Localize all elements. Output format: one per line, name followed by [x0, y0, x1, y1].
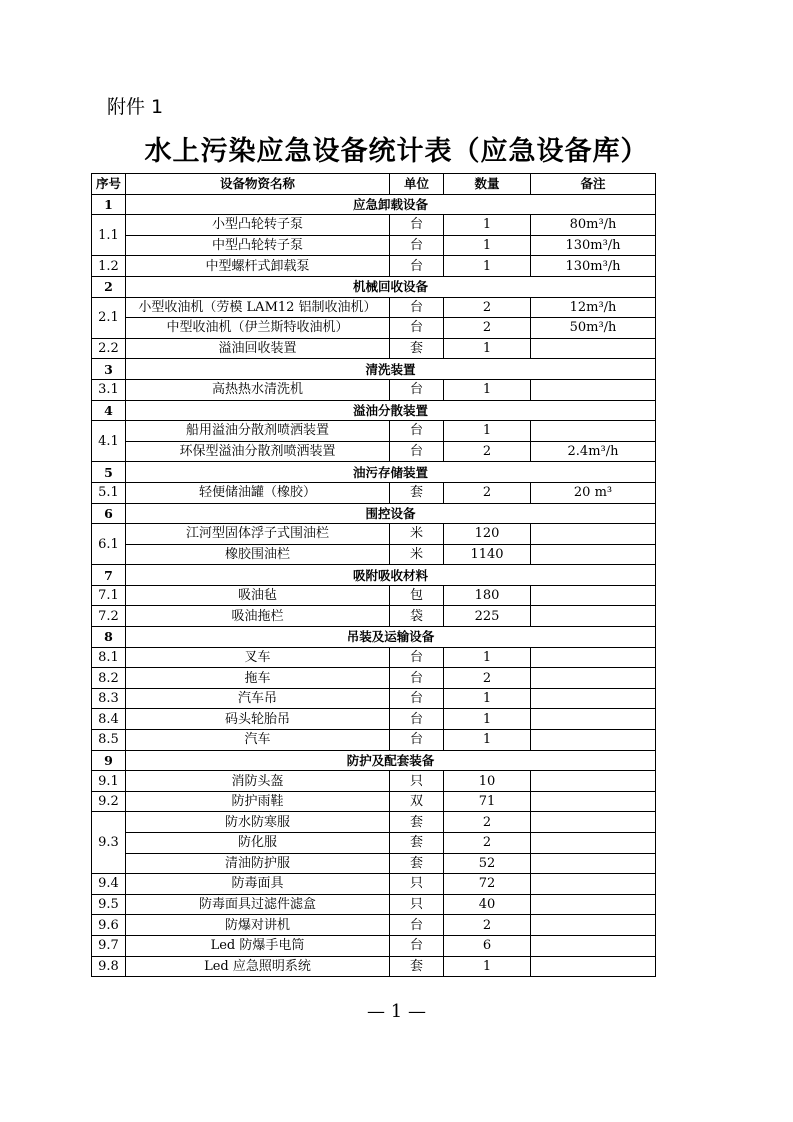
- item-unit: 只: [390, 874, 444, 895]
- table-row: [92, 956, 656, 977]
- item-unit: 双: [390, 791, 444, 812]
- category-title: 围控设备: [126, 503, 656, 524]
- item-quantity: 72: [444, 874, 531, 895]
- item-note: [531, 956, 656, 977]
- item-name: Led 应急照明系统: [126, 956, 390, 977]
- table-row: [92, 647, 656, 668]
- table-row: [92, 606, 656, 627]
- table-row: [92, 812, 656, 833]
- item-unit: 只: [390, 894, 444, 915]
- item-number: 8.5: [92, 730, 126, 751]
- header-name: 设备物资名称: [126, 174, 390, 195]
- item-name: 码头轮胎吊: [126, 709, 390, 730]
- item-number: 8.1: [92, 647, 126, 668]
- table-row: [92, 771, 656, 792]
- item-number: 7.1: [92, 585, 126, 606]
- item-note: [531, 379, 656, 400]
- item-note: 20 m³: [531, 482, 656, 503]
- item-name: 中型凸轮转子泵: [126, 235, 390, 256]
- item-name: 叉车: [126, 647, 390, 668]
- item-name: 拖车: [126, 668, 390, 689]
- item-note: [531, 421, 656, 442]
- item-unit: 台: [390, 297, 444, 318]
- table-row: [92, 894, 656, 915]
- table-row: [92, 338, 656, 359]
- item-note: 130m³/h: [531, 235, 656, 256]
- category-number: 8: [92, 627, 126, 648]
- item-quantity: 1: [444, 215, 531, 236]
- item-note: [531, 668, 656, 689]
- item-number: 7.2: [92, 606, 126, 627]
- item-note: [531, 544, 656, 565]
- category-row: [92, 627, 656, 648]
- item-note: [531, 524, 656, 545]
- item-quantity: 180: [444, 585, 531, 606]
- item-note: [531, 915, 656, 936]
- item-quantity: 1: [444, 235, 531, 256]
- category-number: 2: [92, 276, 126, 297]
- item-name: 吸油拖栏: [126, 606, 390, 627]
- category-title: 应急卸载设备: [126, 194, 656, 215]
- category-row: [92, 462, 656, 483]
- item-quantity: 1140: [444, 544, 531, 565]
- item-name: 防毒面具: [126, 874, 390, 895]
- item-quantity: 1: [444, 709, 531, 730]
- equipment-table: [91, 173, 656, 977]
- header-qty: 数量: [444, 174, 531, 195]
- item-quantity: 1: [444, 647, 531, 668]
- item-unit: 台: [390, 235, 444, 256]
- category-number: 1: [92, 194, 126, 215]
- table-row: [92, 256, 656, 277]
- item-unit: 套: [390, 812, 444, 833]
- item-number: 9.5: [92, 894, 126, 915]
- item-name: Led 防爆手电筒: [126, 935, 390, 956]
- item-note: 130m³/h: [531, 256, 656, 277]
- category-title: 吸附吸收材料: [126, 565, 656, 586]
- category-row: [92, 400, 656, 421]
- item-quantity: 1: [444, 379, 531, 400]
- table-row: [92, 853, 656, 874]
- item-unit: 台: [390, 379, 444, 400]
- table-row: [92, 874, 656, 895]
- item-name: 橡胶围油栏: [126, 544, 390, 565]
- category-number: 5: [92, 462, 126, 483]
- item-name: 小型收油机（劳模 LAM12 铝制收油机）: [126, 297, 390, 318]
- category-title: 油污存储装置: [126, 462, 656, 483]
- item-quantity: 6: [444, 935, 531, 956]
- item-number: 9.8: [92, 956, 126, 977]
- item-name: 防护雨鞋: [126, 791, 390, 812]
- item-name: 中型收油机（伊兰斯特收油机）: [126, 318, 390, 339]
- item-unit: 台: [390, 256, 444, 277]
- item-number: 1.2: [92, 256, 126, 277]
- item-unit: 套: [390, 833, 444, 854]
- table-row: [92, 730, 656, 751]
- table-row: [92, 297, 656, 318]
- category-number: 6: [92, 503, 126, 524]
- item-name: 汽车: [126, 730, 390, 751]
- item-number: 8.4: [92, 709, 126, 730]
- item-note: [531, 812, 656, 833]
- item-quantity: 71: [444, 791, 531, 812]
- category-number: 4: [92, 400, 126, 421]
- category-number: 7: [92, 565, 126, 586]
- category-number: 9: [92, 750, 126, 771]
- item-note: [531, 709, 656, 730]
- item-note: 50m³/h: [531, 318, 656, 339]
- item-name: 汽车吊: [126, 688, 390, 709]
- item-number: 9.2: [92, 791, 126, 812]
- item-note: [531, 585, 656, 606]
- category-row: [92, 565, 656, 586]
- item-unit: 包: [390, 585, 444, 606]
- item-name: 小型凸轮转子泵: [126, 215, 390, 236]
- table-row: [92, 688, 656, 709]
- item-note: [531, 606, 656, 627]
- item-unit: 套: [390, 338, 444, 359]
- category-row: [92, 194, 656, 215]
- item-note: [531, 791, 656, 812]
- item-name: 防爆对讲机: [126, 915, 390, 936]
- item-name: 溢油回收装置: [126, 338, 390, 359]
- table-row: [92, 379, 656, 400]
- item-number: 9.3: [92, 812, 126, 874]
- page-title: 水上污染应急设备统计表（应急设备库）: [144, 136, 649, 167]
- item-unit: 套: [390, 482, 444, 503]
- item-number: 1.1: [92, 215, 126, 256]
- table-body: [92, 194, 656, 977]
- item-note: [531, 935, 656, 956]
- category-title: 吊装及运输设备: [126, 627, 656, 648]
- item-unit: 只: [390, 771, 444, 792]
- item-number: 5.1: [92, 482, 126, 503]
- page-number: — 1 —: [367, 1001, 426, 1022]
- item-number: 6.1: [92, 524, 126, 565]
- item-unit: 台: [390, 215, 444, 236]
- item-unit: 台: [390, 915, 444, 936]
- table-row: [92, 441, 656, 462]
- item-name: 防毒面具过滤件滤盒: [126, 894, 390, 915]
- table-row: [92, 709, 656, 730]
- item-name: 消防头盔: [126, 771, 390, 792]
- item-unit: 米: [390, 544, 444, 565]
- item-quantity: 2: [444, 812, 531, 833]
- item-name: 吸油毡: [126, 585, 390, 606]
- table-row: [92, 833, 656, 854]
- item-quantity: 1: [444, 956, 531, 977]
- item-unit: 台: [390, 441, 444, 462]
- item-unit: 袋: [390, 606, 444, 627]
- item-unit: 台: [390, 668, 444, 689]
- item-number: 2.2: [92, 338, 126, 359]
- category-row: [92, 503, 656, 524]
- category-row: [92, 359, 656, 380]
- item-quantity: 1: [444, 688, 531, 709]
- item-quantity: 2: [444, 668, 531, 689]
- table-header-row: [92, 174, 656, 195]
- table-row: [92, 935, 656, 956]
- item-note: [531, 833, 656, 854]
- item-unit: 台: [390, 421, 444, 442]
- item-quantity: 40: [444, 894, 531, 915]
- category-title: 溢油分散装置: [126, 400, 656, 421]
- item-number: 9.6: [92, 915, 126, 936]
- category-row: [92, 276, 656, 297]
- item-unit: 台: [390, 730, 444, 751]
- item-name: 防水防寒服: [126, 812, 390, 833]
- item-name: 环保型溢油分散剂喷洒装置: [126, 441, 390, 462]
- item-unit: 米: [390, 524, 444, 545]
- item-number: 9.7: [92, 935, 126, 956]
- item-quantity: 1: [444, 256, 531, 277]
- attachment-label: 附件 1: [107, 96, 164, 118]
- item-quantity: 2: [444, 915, 531, 936]
- item-note: [531, 338, 656, 359]
- header-note: 备注: [531, 174, 656, 195]
- category-row: [92, 750, 656, 771]
- item-name: 船用溢油分散剂喷洒装置: [126, 421, 390, 442]
- header-unit: 单位: [390, 174, 444, 195]
- item-unit: 套: [390, 853, 444, 874]
- item-name: 高热热水清洗机: [126, 379, 390, 400]
- item-number: 2.1: [92, 297, 126, 338]
- item-note: [531, 647, 656, 668]
- item-note: [531, 894, 656, 915]
- item-quantity: 2: [444, 318, 531, 339]
- table-row: [92, 668, 656, 689]
- item-unit: 套: [390, 956, 444, 977]
- item-unit: 台: [390, 688, 444, 709]
- item-note: 12m³/h: [531, 297, 656, 318]
- item-number: 4.1: [92, 421, 126, 462]
- item-unit: 台: [390, 647, 444, 668]
- table-row: [92, 482, 656, 503]
- item-quantity: 2: [444, 297, 531, 318]
- item-number: 9.4: [92, 874, 126, 895]
- item-note: [531, 730, 656, 751]
- table-row: [92, 524, 656, 545]
- header-seq: 序号: [92, 174, 126, 195]
- item-name: 中型螺杆式卸载泵: [126, 256, 390, 277]
- table-row: [92, 215, 656, 236]
- item-name: 防化服: [126, 833, 390, 854]
- item-quantity: 1: [444, 421, 531, 442]
- table-row: [92, 318, 656, 339]
- item-note: 80m³/h: [531, 215, 656, 236]
- table-row: [92, 235, 656, 256]
- item-quantity: 1: [444, 338, 531, 359]
- item-name: 轻便储油罐（橡胶）: [126, 482, 390, 503]
- item-quantity: 2: [444, 441, 531, 462]
- item-unit: 台: [390, 318, 444, 339]
- item-note: [531, 874, 656, 895]
- category-title: 防护及配套装备: [126, 750, 656, 771]
- item-note: [531, 688, 656, 709]
- item-note: [531, 771, 656, 792]
- item-name: 清油防护服: [126, 853, 390, 874]
- item-number: 8.2: [92, 668, 126, 689]
- item-name: 江河型固体浮子式围油栏: [126, 524, 390, 545]
- item-quantity: 52: [444, 853, 531, 874]
- table-row: [92, 544, 656, 565]
- table-row: [92, 421, 656, 442]
- item-number: 9.1: [92, 771, 126, 792]
- item-quantity: 1: [444, 730, 531, 751]
- item-quantity: 10: [444, 771, 531, 792]
- item-quantity: 2: [444, 482, 531, 503]
- item-note: [531, 853, 656, 874]
- category-title: 机械回收设备: [126, 276, 656, 297]
- item-quantity: 120: [444, 524, 531, 545]
- item-number: 3.1: [92, 379, 126, 400]
- item-unit: 台: [390, 935, 444, 956]
- category-number: 3: [92, 359, 126, 380]
- item-quantity: 2: [444, 833, 531, 854]
- table-row: [92, 915, 656, 936]
- item-number: 8.3: [92, 688, 126, 709]
- table-row: [92, 585, 656, 606]
- item-note: 2.4m³/h: [531, 441, 656, 462]
- item-quantity: 225: [444, 606, 531, 627]
- table-row: [92, 791, 656, 812]
- item-unit: 台: [390, 709, 444, 730]
- category-title: 清洗装置: [126, 359, 656, 380]
